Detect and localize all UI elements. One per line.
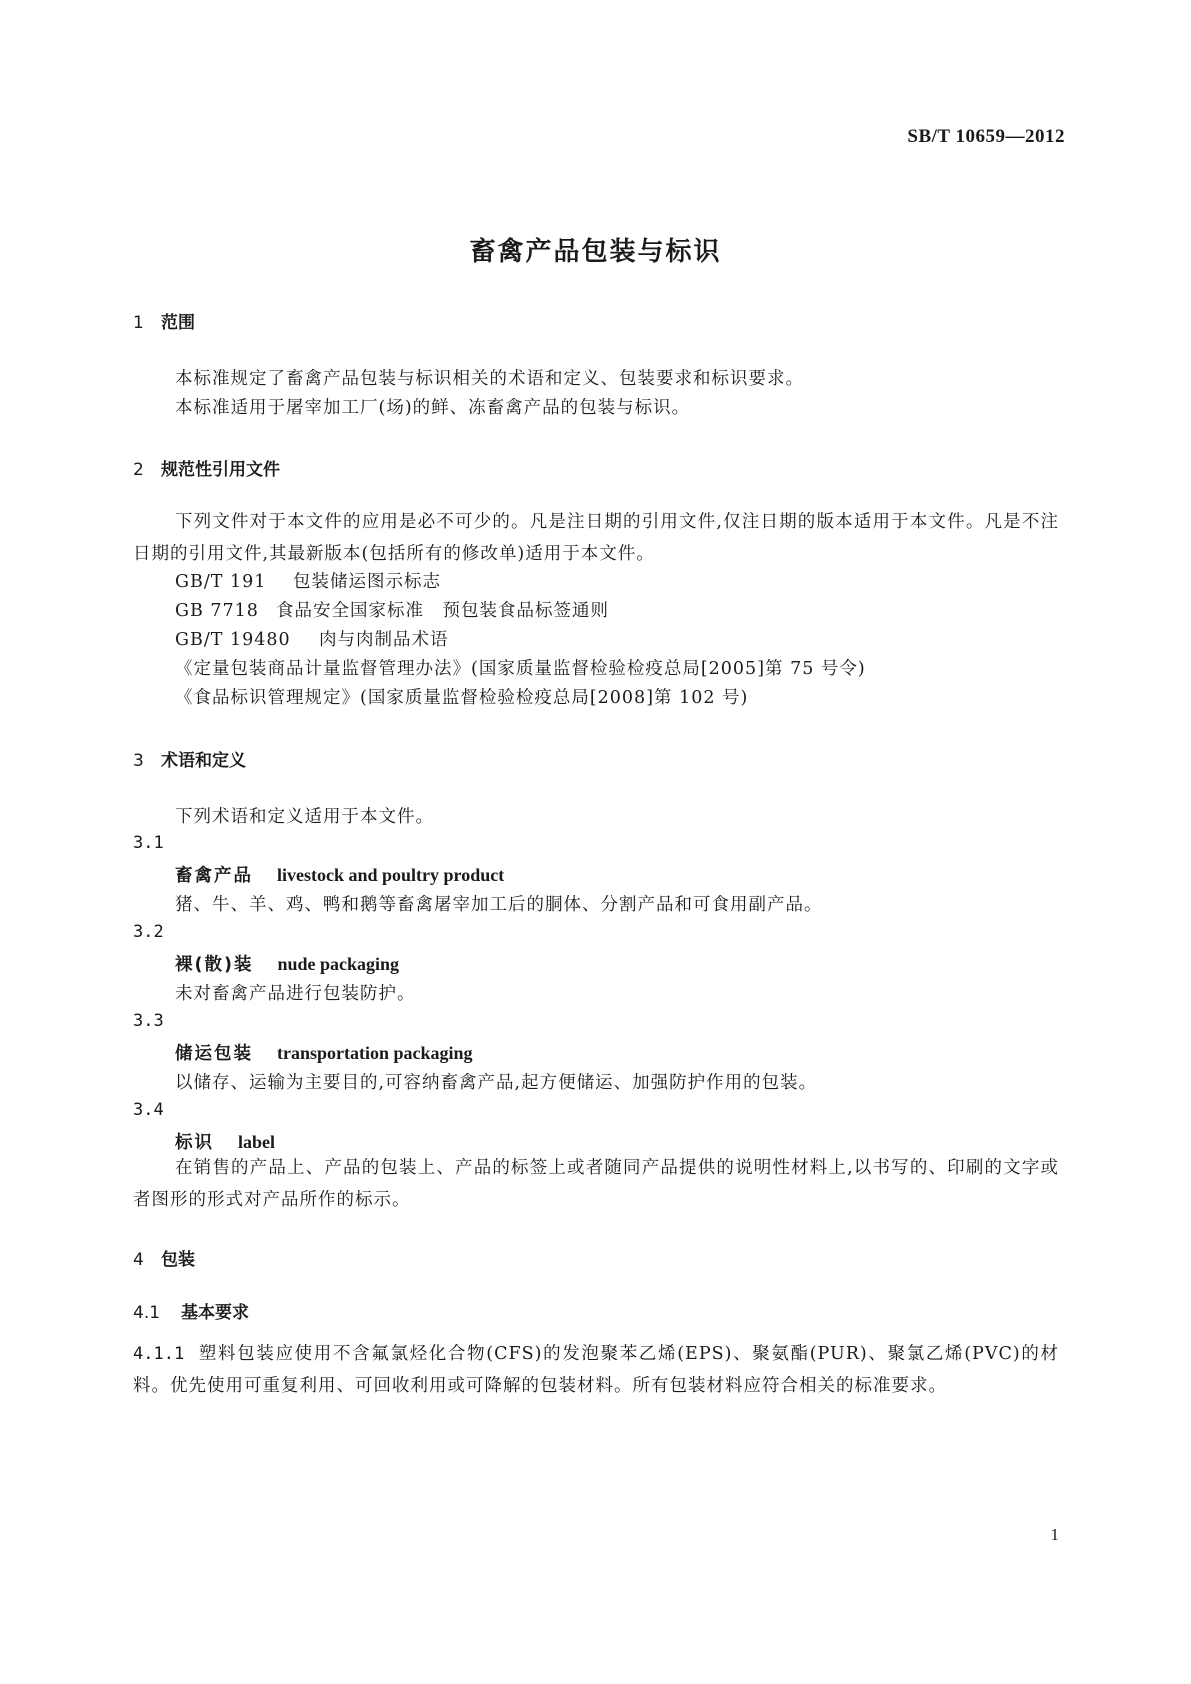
paragraph: 下列文件对于本文件的应用是必不可少的。凡是注日期的引用文件,仅注日期的版本适用于本文件。凡是不注日期的引用文件,其最新版本(包括所有的修改单)适用于本文件。 (133, 512, 1059, 564)
subsection-title: 基本要求 (181, 1303, 249, 1323)
section-number: 4 (133, 1250, 144, 1270)
term-definition: 在销售的产品上、产品的包装上、产品的标签上或者随同产品提供的说明性材料上,以书写的、印刷的文字或者图形的形式对产品所作的标示。 (133, 1158, 1059, 1210)
page-number: 1 (1050, 1525, 1059, 1544)
term-chinese: 裸(散)装 (175, 955, 254, 975)
term-entry (175, 1040, 473, 1065)
term-chinese: 储运包装 (175, 1044, 253, 1064)
clause-number: 3.2 (133, 922, 164, 942)
term-definition: 未对畜禽产品进行包装防护。 (175, 984, 416, 1004)
reference-name: 肉与肉制品术语 (319, 630, 449, 650)
section-3-heading (133, 746, 246, 771)
term-entry (175, 1129, 275, 1154)
reference-code: GB/T 191 (175, 572, 267, 592)
standard-code: SB/T 10659—2012 (907, 126, 1065, 147)
clause-number: 4.1.1 (133, 1344, 185, 1364)
clause-number: 3.1 (133, 833, 164, 853)
section-4-heading (133, 1245, 195, 1270)
term-definition: 以储存、运输为主要目的,可容纳畜禽产品,起方便储运、加强防护作用的包装。 (175, 1073, 818, 1093)
reference-item (175, 597, 609, 622)
term-definition: 猪、牛、羊、鸡、鸭和鹅等畜禽屠宰加工后的胴体、分割产品和可食用副产品。 (175, 895, 823, 915)
section-number: 1 (133, 313, 144, 333)
document-title: 畜禽产品包装与标识 (469, 237, 722, 267)
paragraph: 本标准规定了畜禽产品包装与标识相关的术语和定义、包装要求和标识要求。 (175, 369, 804, 389)
term-english: nude packaging (277, 954, 400, 974)
paragraph: 本标准适用于屠宰加工厂(场)的鲜、冻畜禽产品的包装与标识。 (175, 398, 691, 418)
clause-number: 3.4 (133, 1100, 164, 1120)
section-title: 范围 (161, 313, 195, 333)
subsection-number: 4.1 (133, 1303, 161, 1323)
term-chinese: 标识 (175, 1133, 214, 1153)
term-entry (175, 951, 399, 976)
section-title: 规范性引用文件 (161, 460, 280, 480)
paragraph: 下列术语和定义适用于本文件。 (175, 807, 434, 827)
term-english: label (238, 1132, 276, 1152)
section-2-heading (133, 455, 280, 480)
section-1-heading (133, 308, 195, 333)
reference-item: 《定量包装商品计量监督管理办法》(国家质量监督检验检疫总局[2005]第 75 号令) (175, 659, 866, 679)
term-chinese: 畜禽产品 (175, 866, 253, 886)
reference-code: GB 7718 (175, 601, 259, 621)
clause-text: 塑料包装应使用不含氟氯烃化合物(CFS)的发泡聚苯乙烯(EPS)、聚氨酯(PUR)、聚氯乙烯(PVC)的材料。优先使用可重复利用、可回收利用或可降解的包装材料。所有包装材料应符合相关的标准要求。 (133, 1344, 1059, 1396)
term-entry (175, 862, 504, 887)
section-title: 包装 (161, 1250, 195, 1270)
section-title: 术语和定义 (161, 751, 246, 771)
reference-item (175, 568, 441, 593)
reference-item: 《食品标识管理规定》(国家质量监督检验检疫总局[2008]第 102 号) (175, 688, 749, 708)
clause-number: 3.3 (133, 1011, 164, 1031)
term-english: livestock and poultry product (277, 865, 505, 885)
reference-item (175, 626, 449, 651)
reference-name: 包装储运图示标志 (293, 572, 441, 592)
section-number: 2 (133, 460, 144, 480)
clause-4-1-1 (133, 1338, 1059, 1402)
subsection-4-1-heading (133, 1298, 249, 1323)
reference-code: GB/T 19480 (175, 630, 291, 650)
section-number: 3 (133, 751, 144, 771)
term-english: transportation packaging (277, 1043, 473, 1063)
reference-name: 食品安全国家标准 预包装食品标签通则 (276, 601, 609, 621)
